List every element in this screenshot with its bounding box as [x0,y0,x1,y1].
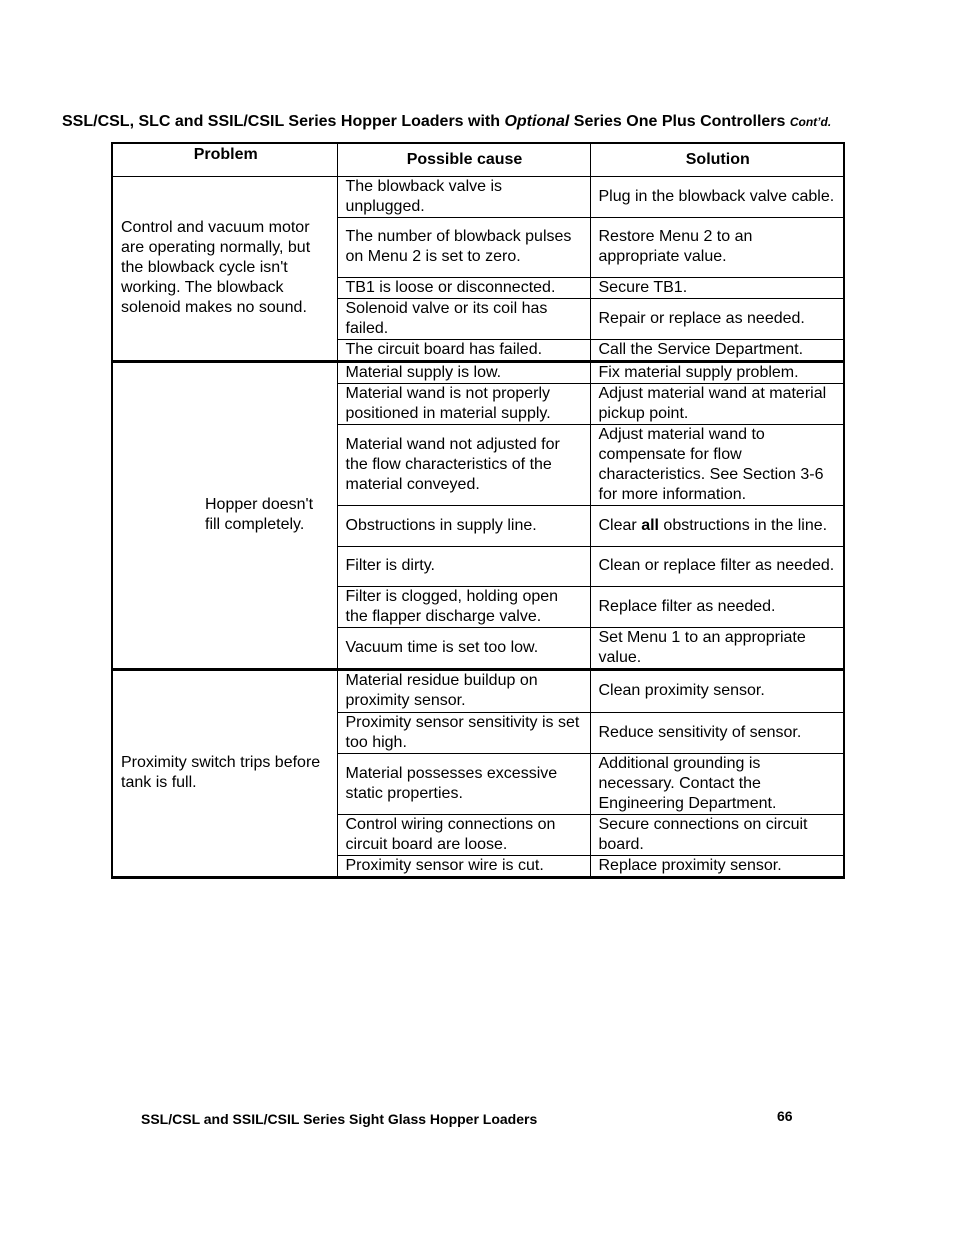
solution-cell: Clean proximity sensor. [590,669,844,712]
table-header-row [112,143,844,176]
solution-emphasis: all [641,516,659,534]
cause-cell: Obstructions in supply line. [337,505,590,546]
solution-cell: Repair or replace as needed. [590,298,844,339]
header-possible-cause: Possible cause [337,143,590,176]
cause-cell: Material residue buildup on proximity sensor. [337,669,590,712]
cause-cell: TB1 is loose or disconnected. [337,277,590,298]
footer-title: SSL/CSL and SSIL/CSIL Series Sight Glass Hopper Loaders [141,1111,538,1127]
cause-cell: Filter is clogged, holding open the flapper discharge valve. [337,586,590,627]
problem-cell: Proximity switch trips before tank is full. [112,669,337,877]
solution-cell: Adjust material wand to compensate for flow characteristics. See Section 3-6 for more information. [590,424,844,505]
troubleshooting-table [111,142,845,879]
cause-cell: Proximity sensor wire is cut. [337,855,590,877]
cause-cell: The circuit board has failed. [337,339,590,361]
cause-cell: Proximity sensor sensitivity is set too high. [337,712,590,753]
solution-text: Clear [598,516,642,534]
cause-cell: Material wand is not properly positioned in material supply. [337,383,590,424]
cause-cell: Vacuum time is set too low. [337,627,590,669]
cause-cell: Filter is dirty. [337,546,590,586]
page-heading [62,113,942,131]
solution-cell: Secure connections on circuit board. [590,814,844,855]
solution-cell: Adjust material wand at material pickup point. [590,383,844,424]
solution-cell: Reduce sensitivity of sensor. [590,712,844,753]
cause-cell: Material supply is low. [337,361,590,383]
header-solution: Solution [590,143,844,176]
cause-cell: Solenoid valve or its coil has failed. [337,298,590,339]
solution-cell [590,505,844,546]
solution-cell: Plug in the blowback valve cable. [590,176,844,217]
cause-cell: Material possesses excessive static properties. [337,753,590,814]
cause-cell: Material wand not adjusted for the flow characteristics of the material conveyed. [337,424,590,505]
table-row [112,669,844,712]
cause-cell: Control wiring connections on circuit board are loose. [337,814,590,855]
header-problem: Problem [112,143,337,176]
table-row [112,361,844,383]
solution-cell: Clean or replace filter as needed. [590,546,844,586]
heading-optional: Optional [504,113,570,130]
solution-cell: Replace proximity sensor. [590,855,844,877]
solution-cell: Set Menu 1 to an appropriate value. [590,627,844,669]
heading-text-1: SSL/CSL, SLC and SSIL/CSIL Series Hopper Loaders with [62,113,505,130]
solution-cell: Fix material supply problem. [590,361,844,383]
page-number: 66 [777,1108,793,1124]
solution-cell: Call the Service Department. [590,339,844,361]
heading-contd: Cont’d. [789,115,832,129]
solution-cell: Additional grounding is necessary. Contact the Engineering Department. [590,753,844,814]
solution-cell: Secure TB1. [590,277,844,298]
cause-cell: The number of blowback pulses on Menu 2 is set to zero. [337,217,590,277]
problem-cell: Control and vacuum motor are operating normally, but the blowback cycle isn't working. The blowback solenoid makes no sound. [112,176,337,361]
cause-cell: The blowback valve is unplugged. [337,176,590,217]
table-row [112,176,844,217]
heading-text-2: Series One Plus Controllers [569,113,790,130]
problem-cell: Hopper doesn't fill completely. [112,361,337,669]
solution-text: obstructions in the line. [658,516,828,534]
solution-cell: Restore Menu 2 to an appropriate value. [590,217,844,277]
solution-cell: Replace filter as needed. [590,586,844,627]
